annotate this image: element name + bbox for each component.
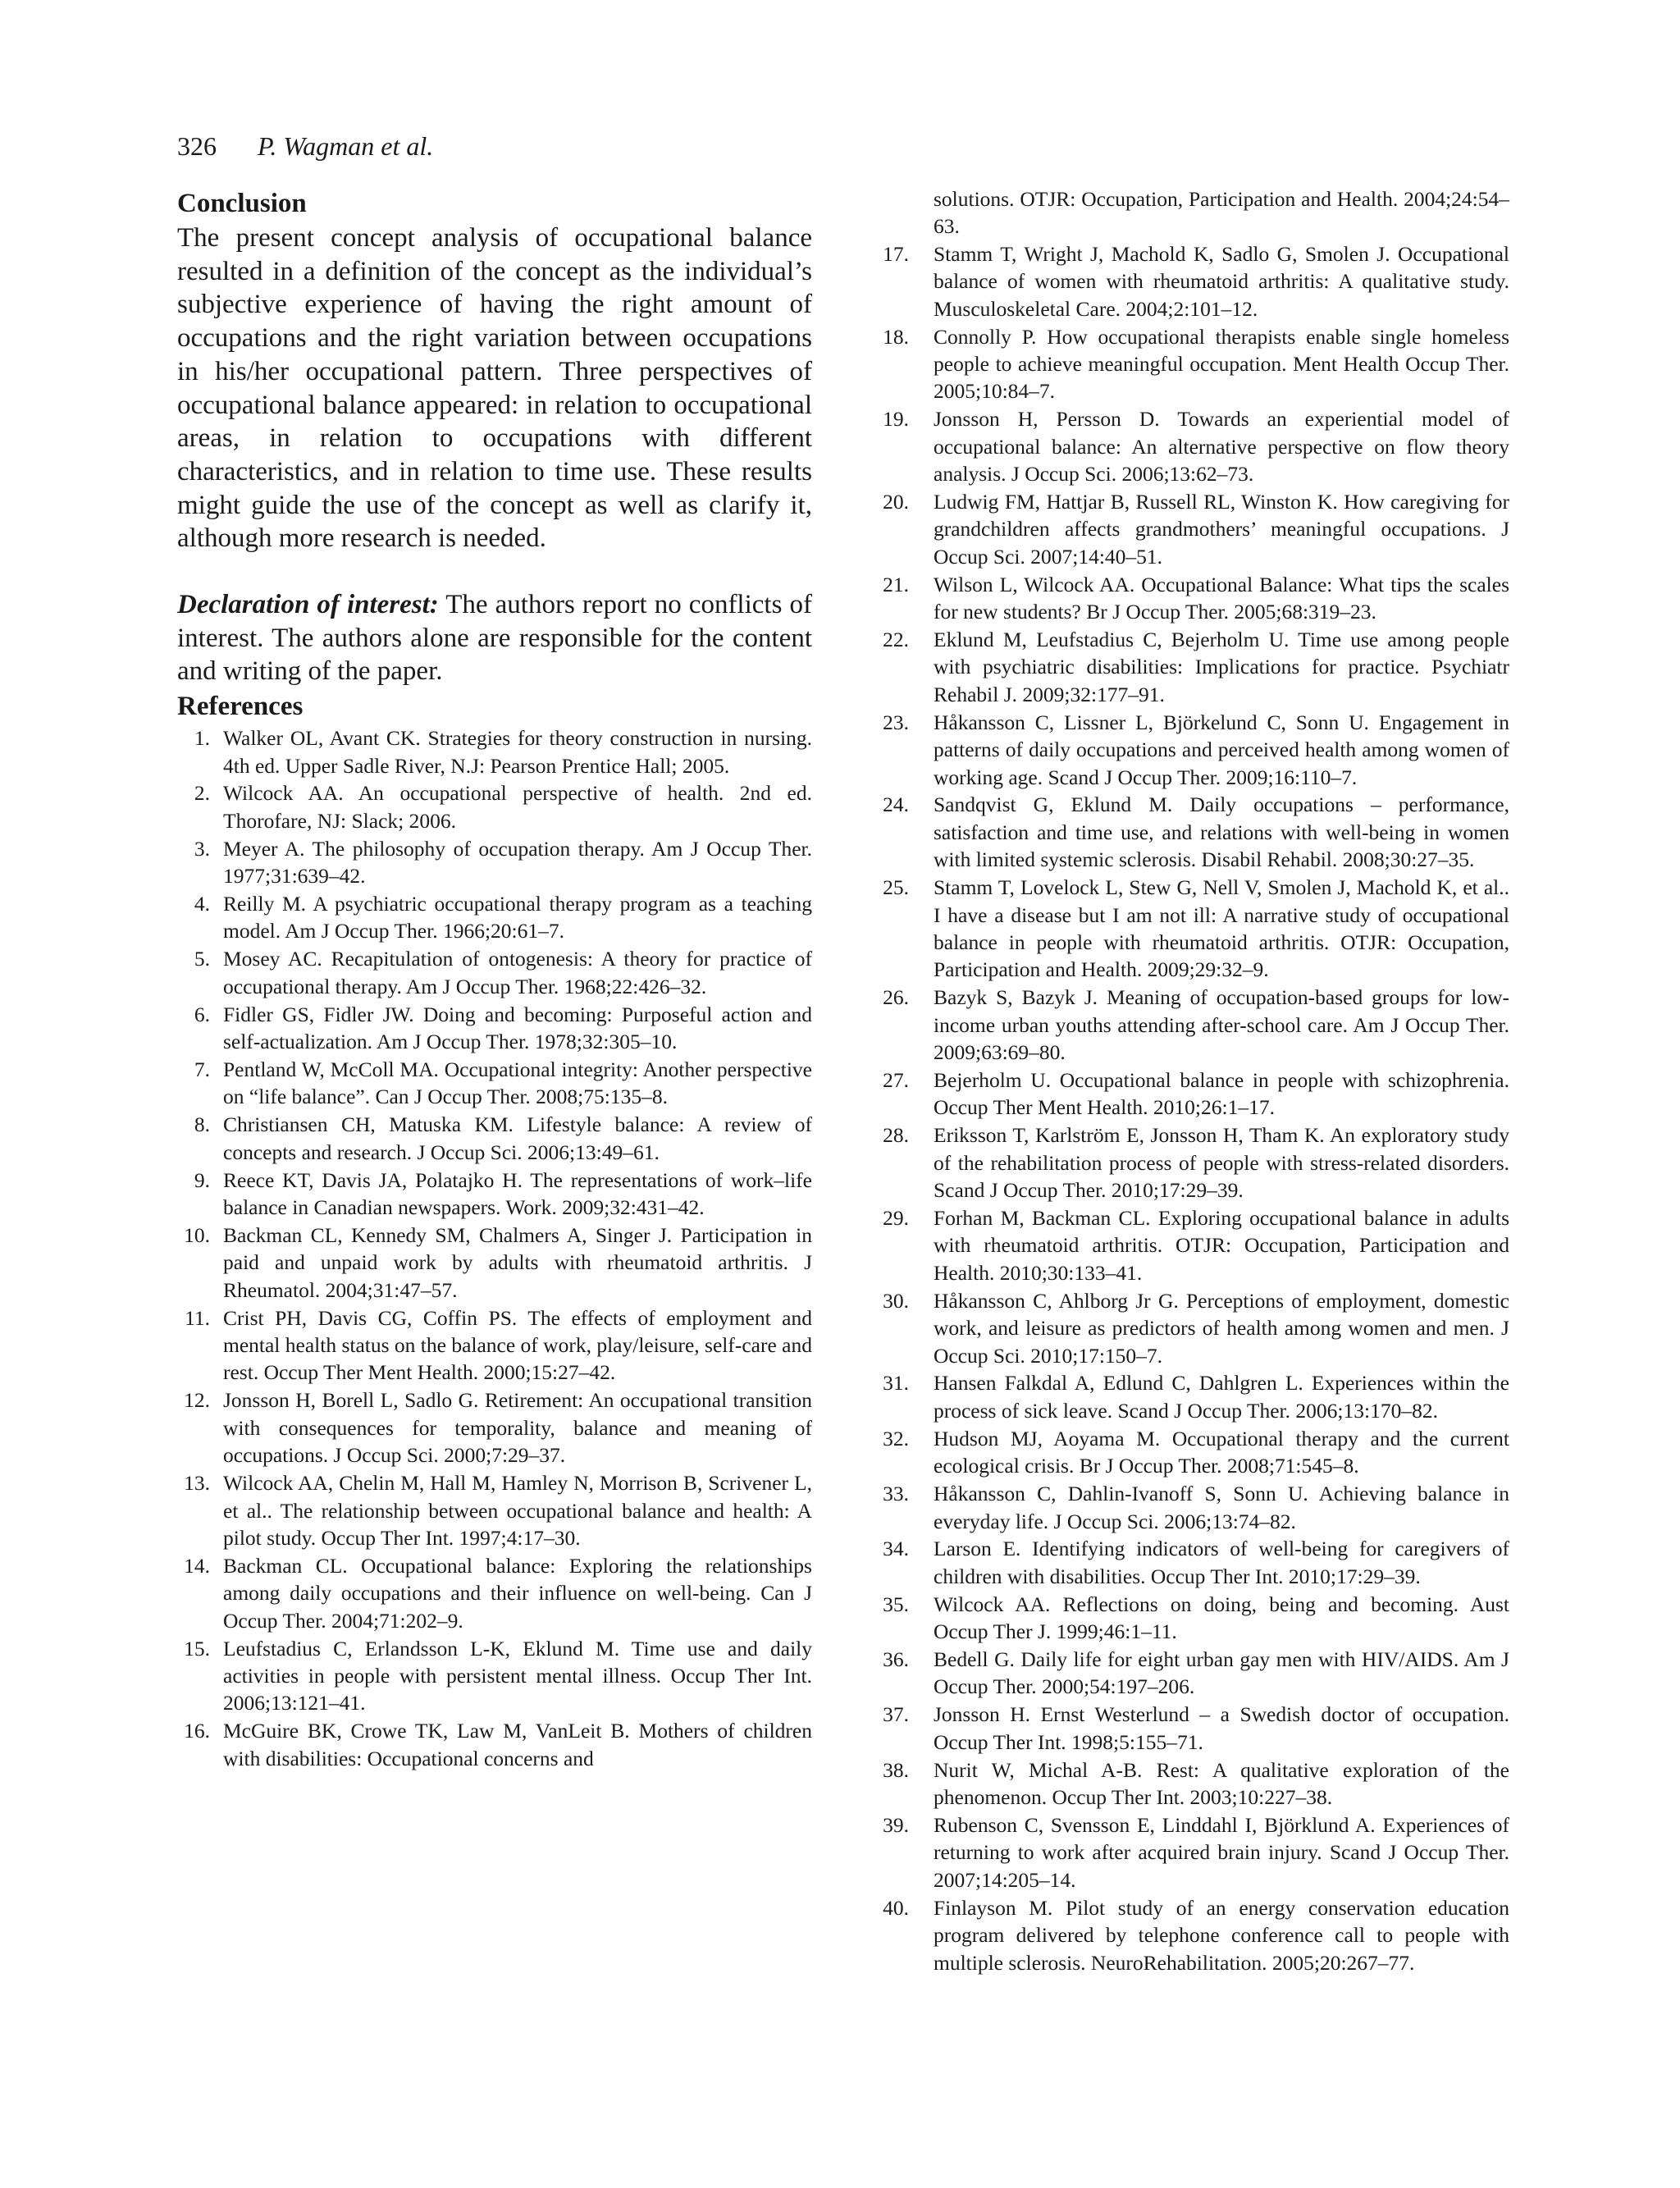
reference-number: 22. [883, 628, 909, 651]
conclusion-heading: Conclusion [177, 189, 307, 218]
reference-item [870, 984, 1509, 1066]
reference-list-right [870, 240, 1509, 1976]
reference-item [177, 1635, 812, 1717]
reference-text: Jonsson H, Persson D. Towards an experiential model of occupational balance: An alternative perspective on flow theory analysis. J Occup Sci. 2006;13:62–73. [934, 407, 1509, 486]
reference-text: Walker OL, Avant CK. Strategies for theory construction in nursing. 4th ed. Upper Sadle River, N.J: Pearson Prentice Hall; 2005. [223, 726, 812, 778]
reference-number: 30. [883, 1288, 909, 1313]
declaration-paragraph [177, 588, 812, 688]
reference-number: 40. [883, 1895, 909, 1920]
reference-item [870, 323, 1509, 405]
reference-item [177, 1056, 812, 1111]
reference-item [177, 1111, 812, 1166]
reference-text: Forhan M, Backman CL. Exploring occupational balance in adults with rheumatoid arthritis. OTJR: Occupation, Participation and Health. 2010;30:133–41. [934, 1206, 1509, 1285]
conclusion-paragraph: The present concept analysis of occupational balance resulted in a definition of the concept as the individual’s subjective experience of having the right amount of occupations and the right variation between occupations in his/her occupational pattern. Three perspectives of occupational balance appeared: in relation to occupational areas, in relation to occupations with different characteristics, and in relation to time use. These results might guide the use of the concept as well as clarify it, although more research is needed. [177, 223, 812, 554]
reference-item [870, 709, 1509, 791]
reference-number: 19. [883, 407, 909, 432]
reference-number: 26. [883, 985, 909, 1010]
reference-number: 36. [883, 1647, 909, 1672]
reference-number: 39. [883, 1812, 909, 1837]
reference-item [870, 1756, 1509, 1811]
reference-item [870, 405, 1509, 487]
reference-item [177, 1001, 812, 1056]
reference-item [870, 1894, 1509, 1976]
reference-item [870, 874, 1509, 984]
reference-item [177, 1552, 812, 1634]
reference-number: 31. [883, 1371, 909, 1395]
reference-item [870, 1480, 1509, 1535]
reference-item [870, 1204, 1509, 1286]
page-header [177, 130, 433, 162]
reference-text: Stamm T, Wright J, Machold K, Sadlo G, Smolen J. Occupational balance of women with rheumatoid arthritis: A qualitative study. Musculoskeletal Care. 2004;2:101–12. [934, 241, 1509, 321]
reference-text: Finlayson M. Pilot study of an energy conservation education program delivered by telephone conference call to people with multiple sclerosis. NeuroRehabilitation. 2005;20:267–77. [934, 1895, 1509, 1975]
reference-item [870, 1287, 1509, 1369]
reference-text: Sandqvist G, Eklund M. Daily occupations – performance, satisfaction and time use, and relations with well-being in women with limited systemic sclerosis. Disabil Rehabil. 2008;30:27–35. [934, 793, 1509, 872]
reference-number: 17. [883, 241, 909, 266]
reference-text: Connolly P. How occupational therapists enable single homeless people to achieve meaningful occupation. Ment Health Occup Ther. 2005;10:84–7. [934, 324, 1509, 404]
reference-text: Håkansson C, Ahlborg Jr G. Perceptions of employment, domestic work, and leisure as predictors of health among women and men. J Occup Sci. 2010;17:150–7. [934, 1288, 1509, 1368]
reference-number: 32. [883, 1426, 909, 1450]
reference-text: Wilcock AA. An occupational perspective of health. 2nd ed. Thorofare, NJ: Slack; 2006. [223, 781, 812, 833]
reference-text: Fidler GS, Fidler JW. Doing and becoming: Purposeful action and self-actualization. Am J Occup Ther. 1978;32:305–10. [223, 1002, 812, 1054]
reference-number: 18. [883, 324, 909, 349]
reference-number: 25. [883, 875, 909, 900]
page-number: 326 [177, 131, 217, 161]
reference-text: Backman CL, Kennedy SM, Chalmers A, Singer J. Participation in paid and unpaid work by adults with rheumatoid arthritis. J Rheumatol. 2004;31:47–57. [223, 1222, 812, 1302]
reference-text: Larson E. Identifying indicators of well-being for caregivers of children with disabilities. Occup Ther Int. 2010;17:29–39. [934, 1537, 1509, 1588]
reference-number: 37. [883, 1702, 909, 1727]
reference-item [870, 1701, 1509, 1756]
reference-number: 15. [184, 1636, 210, 1660]
reference-item [177, 1304, 812, 1386]
reference-text: Rubenson C, Svensson E, Linddahl I, Björklund A. Experiences of returning to work after acquired brain injury. Scand J Occup Ther. 2007;14:205–14. [934, 1812, 1509, 1892]
reference-item [177, 1167, 812, 1222]
reference-number: 38. [883, 1757, 909, 1782]
reference-text: Håkansson C, Lissner L, Björkelund C, Sonn U. Engagement in patterns of daily occupations and perceived health among women of working age. Scand J Occup Ther. 2009;16:110–7. [934, 710, 1509, 789]
reference-number: 5. [194, 947, 210, 971]
reference-text: Leufstadius C, Erlandsson L-K, Eklund M. Time use and daily activities in people with persistent mental illness. Occup Ther Int. 2006;13:121–41. [223, 1636, 812, 1715]
reference-text: Meyer A. The philosophy of occupation therapy. Am J Occup Ther. 1977;31:639–42. [223, 836, 812, 888]
reference-number: 28. [883, 1123, 909, 1148]
reference-text: Bedell G. Daily life for eight urban gay men with HIV/AIDS. Am J Occup Ther. 2000;54:197–206. [934, 1647, 1509, 1699]
reference-number: 8. [194, 1112, 210, 1137]
reference-text: Nurit W, Michal A-B. Rest: A qualitative exploration of the phenomenon. Occup Ther Int. 2003;10:227–38. [934, 1757, 1509, 1810]
running-head: P. Wagman et al. [258, 131, 434, 161]
reference-number: 7. [194, 1057, 210, 1082]
reference-item [177, 1222, 812, 1304]
reference-item [870, 1646, 1509, 1701]
declaration-label: Declaration of interest: [177, 590, 439, 620]
reference-item [870, 488, 1509, 570]
reference-number: 6. [194, 1002, 210, 1026]
reference-item [870, 1067, 1509, 1121]
reference-item [870, 1121, 1509, 1204]
reference-number: 14. [184, 1553, 210, 1578]
reference-text: Eriksson T, Karlström E, Jonsson H, Tham K. An exploratory study of the rehabilitation process of people with stress-related disorders. Scand J Occup Ther. 2010;17:29–39. [934, 1123, 1509, 1203]
reference-item [177, 1717, 812, 1772]
reference-item [177, 724, 812, 779]
left-column [177, 185, 812, 1772]
reference-item [870, 240, 1509, 322]
reference-text: Hansen Falkdal A, Edlund C, Dahlgren L. Experiences within the process of sick leave. Scand J Occup Ther. 2006;13:170–82. [934, 1371, 1509, 1423]
reference-text: Christiansen CH, Matuska KM. Lifestyle balance: A review of concepts and research. J Occup Sci. 2006;13:49–61. [223, 1112, 812, 1164]
reference-number: 10. [184, 1222, 210, 1247]
reference-number: 4. [194, 892, 210, 916]
reference-number: 2. [194, 781, 210, 806]
reference-item [177, 945, 812, 1000]
reference-text: Bazyk S, Bazyk J. Meaning of occupation-based groups for low-income urban youths attending after-school care. Am J Occup Ther. 2009;63:69–80. [934, 985, 1509, 1065]
reference-item [177, 1386, 812, 1469]
reference-list-left [177, 724, 812, 1772]
reference-number: 20. [883, 489, 909, 514]
reference-number: 27. [883, 1068, 909, 1092]
declaration-text: The authors report no conflicts of interest. The authors alone are responsible for the content and writing of the paper. [177, 590, 812, 687]
reference-number: 13. [184, 1471, 210, 1496]
reference-number: 3. [194, 836, 210, 861]
reference-number: 21. [883, 572, 909, 596]
reference-number: 16. [184, 1719, 210, 1743]
reference-number: 23. [883, 710, 909, 734]
reference-text: Ludwig FM, Hattjar B, Russell RL, Winston K. How caregiving for grandchildren affects grandmothers’ meaningful occupations. J Occup Sci. 2007;14:40–51. [934, 489, 1509, 569]
reference-number: 33. [883, 1482, 909, 1506]
reference-text: Håkansson C, Dahlin-Ivanoff S, Sonn U. Achieving balance in everyday life. J Occup Sci. 2006;13:74–82. [934, 1482, 1509, 1533]
reference-item [177, 890, 812, 945]
reference-text: Hudson MJ, Aoyama M. Occupational therapy and the current ecological crisis. Br J Occup Ther. 2008;71:545–8. [934, 1426, 1509, 1478]
reference-text: Eklund M, Leufstadius C, Bejerholm U. Time use among people with psychiatric disabilities: Implications for practice. Psychiatr Rehabil J. 2009;32:177–91. [934, 628, 1509, 706]
reference-text: Backman CL. Occupational balance: Exploring the relationships among daily occupations and their influence on well-being. Can J Occup Ther. 2004;71:202–9. [223, 1553, 812, 1633]
reference-item [177, 779, 812, 834]
reference-number: 9. [194, 1167, 210, 1192]
reference-number: 34. [883, 1537, 909, 1561]
reference-text: Jonsson H. Ernst Westerlund – a Swedish doctor of occupation. Occup Ther Int. 1998;5:155–71. [934, 1702, 1509, 1754]
reference-text: Wilson L, Wilcock AA. Occupational Balance: What tips the scales for new students? Br J Occup Ther. 2005;68:319–23. [934, 572, 1509, 624]
reference-item [870, 1591, 1509, 1646]
reference-text: Reece KT, Davis JA, Polatajko H. The representations of work–life balance in Canadian newspapers. Work. 2009;32:431–42. [223, 1167, 812, 1220]
reference-text: McGuire BK, Crowe TK, Law M, VanLeit B. Mothers of children with disabilities: Occupational concerns and [223, 1719, 812, 1770]
reference-number: 1. [194, 726, 210, 751]
reference-number: 11. [185, 1305, 210, 1330]
reference-item [177, 835, 812, 890]
reference-text: Bejerholm U. Occupational balance in people with schizophrenia. Occup Ther Ment Health. 2010;26:1–17. [934, 1068, 1509, 1120]
reference-number: 24. [883, 793, 909, 817]
reference-16-continuation: solutions. OTJR: Occupation, Participation and Health. 2004;24:54–63. [934, 187, 1509, 239]
reference-number: 12. [184, 1388, 210, 1413]
reference-item [870, 1535, 1509, 1590]
reference-item [870, 571, 1509, 626]
reference-text: Jonsson H, Borell L, Sadlo G. Retirement: An occupational transition with consequences for temporality, balance and meaning of occupations. J Occup Sci. 2000;7:29–37. [223, 1388, 812, 1468]
reference-item [870, 1811, 1509, 1893]
reference-item [870, 1369, 1509, 1424]
reference-text: Wilcock AA. Reflections on doing, being and becoming. Aust Occup Ther J. 1999;46:1–11. [934, 1592, 1509, 1644]
reference-text: Wilcock AA, Chelin M, Hall M, Hamley N, Morrison B, Scrivener L, et al.. The relationship between occupational balance and health: A pilot study. Occup Ther Int. 1997;4:17–30. [223, 1471, 812, 1550]
reference-item [870, 626, 1509, 708]
right-column [870, 185, 1509, 1976]
reference-item [870, 1425, 1509, 1480]
reference-text: Mosey AC. Recapitulation of ontogenesis: A theory for practice of occupational therapy. Am J Occup Ther. 1968;22:426–32. [223, 947, 812, 998]
reference-text: Crist PH, Davis CG, Coffin PS. The effects of employment and mental health status on the balance of work, play/leisure, self-care and rest. Occup Ther Ment Health. 2000;15:27–42. [223, 1305, 812, 1385]
references-heading: References [177, 692, 304, 722]
reference-item [177, 1469, 812, 1551]
reference-number: 35. [883, 1592, 909, 1616]
reference-text: Reilly M. A psychiatric occupational therapy program as a teaching model. Am J Occup Ther. 1966;20:61–7. [223, 892, 812, 943]
reference-item [870, 791, 1509, 873]
reference-text: Pentland W, McColl MA. Occupational integrity: Another perspective on “life balance”. Can J Occup Ther. 2008;75:135–8. [223, 1057, 812, 1109]
reference-number: 29. [883, 1206, 909, 1231]
reference-text: Stamm T, Lovelock L, Stew G, Nell V, Smolen J, Machold K, et al.. I have a disease but I am not ill: A narrative study of occupational balance in people with rheumatoid arthritis. OTJR: Occupation, Participation and Health. 2009;29:32–9. [934, 875, 1509, 982]
